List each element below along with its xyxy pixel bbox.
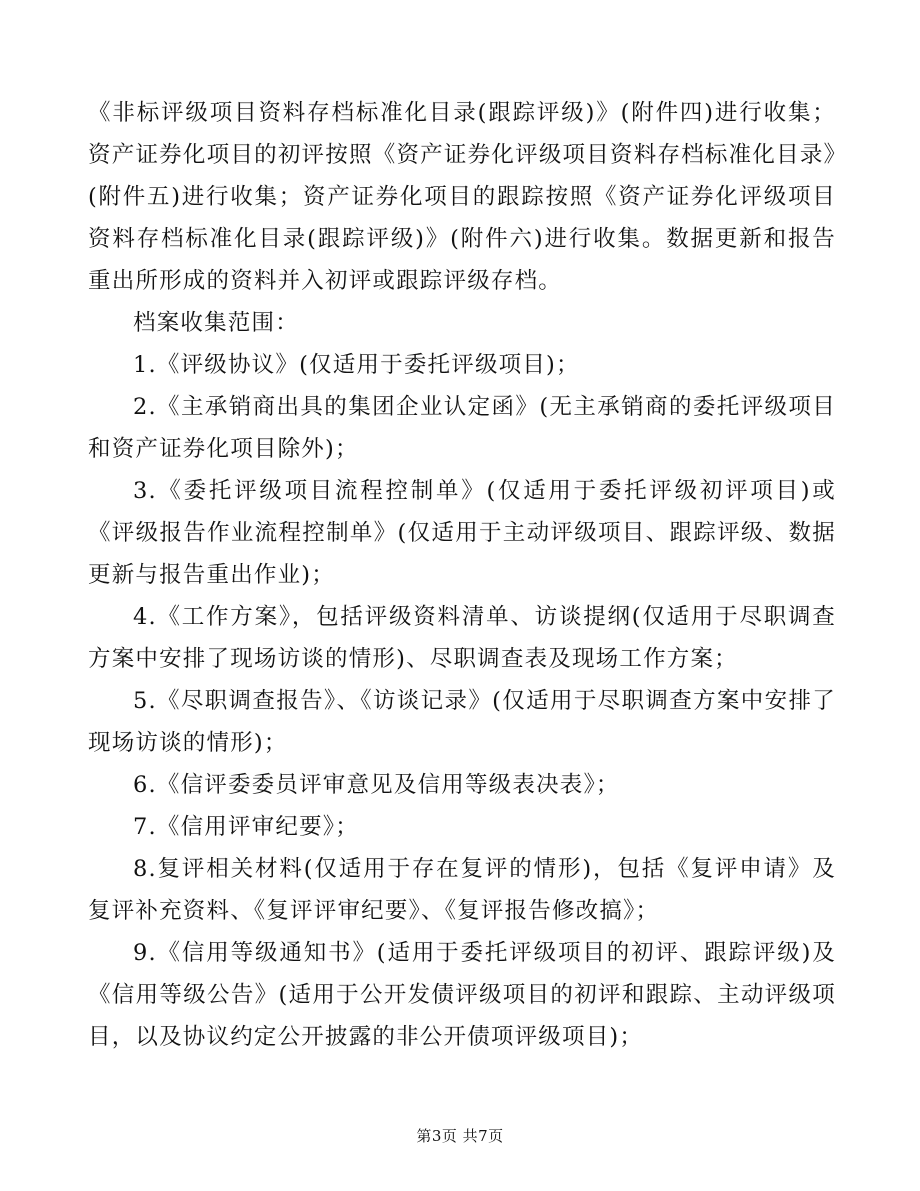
list-item-1: 1.《评级协议》(仅适用于委托评级项目)； (133, 352, 580, 378)
list-item-3: 3.《委托评级项目流程控制单》(仅适用于委托评级初评项目)或《评级报告作业流程控制单》(仅适用于主动评级项目、跟踪评级、数据更新与报告重出作业)； (88, 478, 836, 588)
section-heading-archive-scope: 档案收集范围： (133, 310, 299, 336)
document-body (88, 92, 836, 1058)
list-item-5: 5.《尽职调查报告》、《访谈记录》(仅适用于尽职调查方案中安排了现场访谈的情形)； (88, 688, 836, 756)
list-item-6: 6.《信评委委员评审意见及信用等级表决表》； (133, 772, 620, 798)
paragraph-continuation: 《非标评级项目资料存档标准化目录(跟踪评级)》(附件四)进行收集；资产证券化项目的初评按照《资产证券化评级项目资料存档标准化目录》(附件五)进行收集；资产证券化项目的跟踪按照《资产证券化评级项目资料存档标准化目录(跟踪评级)》(附件六)进行收集。数据更新和报告重出所形成的资料并入初评或跟踪评级存档。 (88, 100, 836, 294)
list-item-8: 8.复评相关材料(仅适用于存在复评的情形)，包括《复评申请》及复评补充资料、《复评评审纪要》、《复评报告修改搞》； (88, 856, 836, 924)
page-number-label: 第3页 共7页 (416, 1127, 504, 1145)
list-item-7: 7.《信用评审纪要》； (133, 814, 359, 840)
list-item-4: 4.《工作方案》，包括评级资料清单、访谈提纲(仅适用于尽职调查方案中安排了现场访谈的情形)、尽职调查表及现场工作方案； (88, 604, 836, 672)
page-footer (0, 1126, 920, 1146)
list-item-2: 2.《主承销商出具的集团企业认定函》(无主承销商的委托评级项目和资产证券化项目除外)； (88, 394, 836, 462)
list-item-9: 9.《信用等级通知书》(适用于委托评级项目的初评、跟踪评级)及《信用等级公告》(适用于公开发债评级项目的初评和跟踪、主动评级项目，以及协议约定公开披露的非公开债项评级项目)； (88, 940, 836, 1050)
